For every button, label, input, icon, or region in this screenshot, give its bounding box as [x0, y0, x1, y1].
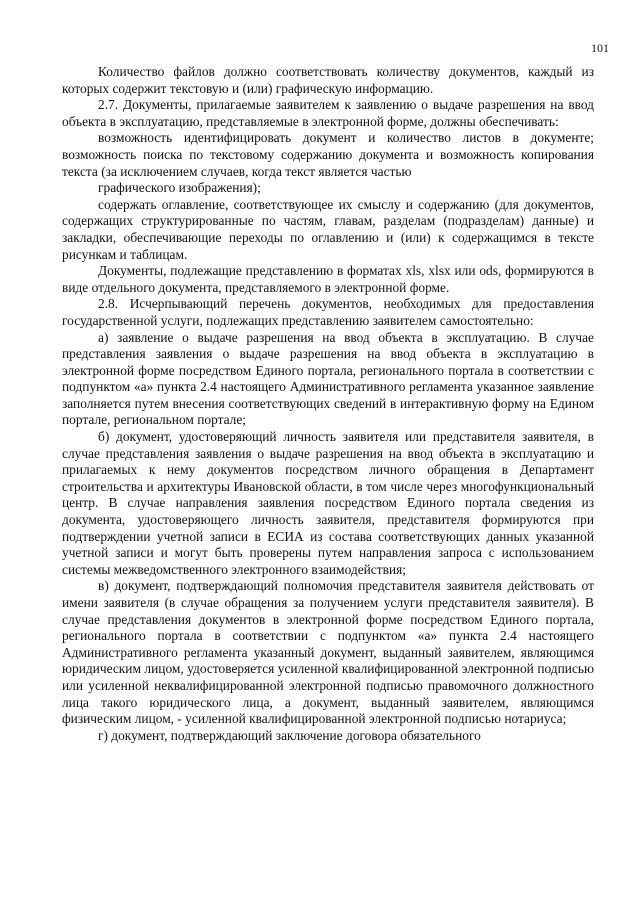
paragraph-item-a: а) заявление о выдаче разрешения на ввод объекта в эксплуатацию. В случае представления заявления о выдаче разрешения на ввод объекта в эксплуатацию в электронной форме посредством Единого портала, регионального портала в соответствии с подпунктом «а» пункта 2.4 настоящего Административного регламента указанное заявление заполняется путем внесения соответствующих сведений в интерактивную форму на Едином портале, региональном портале;	[62, 329, 594, 428]
paragraph-item-b: б) документ, удостоверяющий личность заявителя или представителя заявителя, в случае представления заявления о выдаче разрешения на ввод объекта в эксплуатацию и прилагаемых к нему документов посредством личного обращения в Департамент строительства и архитектуры Ивановской области, в том числе через многофункциональный центр. В случае направления заявления посредством Единого портала сведения из документа, удостоверяющего личность заявителя, представителя формируются при подтверждении учетной записи в ЕСИА из состава соответствующих данных указанной учетной записи и могут быть проверены путем направления запроса с использованием системы межведомственного электронного взаимодействия;	[62, 429, 594, 577]
paragraph-files-count: Количество файлов должно соответствовать количеству документов, каждый из которых содержит текстовую и (или) графическую информацию.	[62, 64, 594, 96]
paragraph-2-8: 2.8. Исчерпывающий перечень документов, необходимых для предоставления государственной услуги, подлежащих представлению заявителем самостоятельно:	[62, 296, 594, 328]
paragraph-item-v: в) документ, подтверждающий полномочия представителя заявителя действовать от имени заявителя (в случае обращения за получением услуги представителя заявителя). В случае представления документов в электронной форме посредством Единого портала, регионального портала в соответствии с подпунктом «а» пункта 2.4 настоящего Административного регламента указанный документ, выданный заявителем, являющимся юридическим лицом, удостоверяется усиленной квалифицированной электронной подписью или усиленной неквалифицированной электронной подписью правомочного должностного лица такого юридического лица, а документ, выданный заявителем, являющимся физическим лицом, - усиленной квалифицированной электронной подписью нотариуса;	[62, 578, 594, 727]
page-number: 101	[591, 41, 609, 55]
paragraph-2-7: 2.7. Документы, прилагаемые заявителем к заявлению о выдаче разрешения на ввод объекта в эксплуатацию, представляемые в электронной форме, должны обеспечивать:	[62, 97, 594, 129]
paragraph-formats: Документы, подлежащие представлению в форматах xls, xlsx или ods, формируются в виде отдельного документа, представляемого в электронной форме.	[62, 263, 594, 295]
document-body	[62, 64, 594, 744]
paragraph-graphic: графического изображения);	[98, 180, 261, 196]
paragraph-toc: содержать оглавление, соответствующее их смыслу и содержанию (для документов, содержащих структурированные по частям, главам, разделам (подразделам) данные) и закладки, обеспечивающие переходы по оглавлению и (или) к содержащимся в тексте рисункам и таблицам.	[62, 196, 594, 262]
paragraph-identify: возможность идентифицировать документ и количество листов в документе; возможность поиска по текстовому содержанию документа и возможность копирования текста (за исключением случаев, когда текст является частью	[62, 130, 594, 179]
paragraph-item-g: г) документ, подтверждающий заключение договора обязательного	[98, 727, 481, 743]
